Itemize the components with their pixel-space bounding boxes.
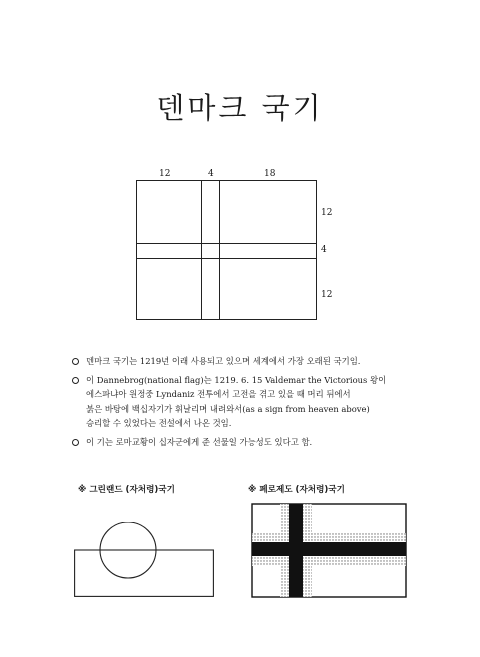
note-item [72,373,417,431]
bullet-circle-icon [72,377,79,384]
dim-width-cross: 4 [208,169,214,179]
flag-cross-center [202,244,219,258]
bullet-circle-icon [72,439,79,446]
flag-cross-horizontal [136,243,317,259]
danish-flag-diagram [136,180,317,320]
dim-height-bottom: 12 [321,290,333,300]
note-line: 이 기는 로마교황이 십자군에게 준 선물일 가능성도 있다고 함. [86,436,313,447]
note-line: 에스파냐아 원정중 Lyndaniz 전투에서 고전을 겪고 있을 때 머리 뒤에서 [86,389,351,400]
note-line: 승리할 수 있었다는 전설에서 나온 것임. [86,418,232,429]
note-line: 덴마크 국기는 1219년 이래 사용되고 있으며 세계에서 가장 오래된 국기임. [86,356,361,366]
dim-width-right: 18 [264,169,276,179]
dim-width-left: 12 [159,169,171,179]
dim-height-cross: 4 [321,245,327,255]
note-line: 이 Dannebrog(national flag)는 1219. 6. 15 Valdemar the Victorious 왕이 [86,374,387,385]
faroe-caption: ※ 페로제도 (자처령)국기 [248,485,345,495]
page-title: 덴마크 국기 [156,91,324,125]
note-item [72,435,417,450]
note-item [72,354,417,369]
greenland-flag-diagram [74,522,214,597]
dim-height-top: 12 [321,208,333,218]
notes-list [72,354,417,454]
bullet-circle-icon [72,358,79,365]
greenland-caption: ※ 그린랜드 (자처령)국기 [78,485,175,495]
note-line: 붉은 바탕에 백십자기가 휘날리며 내려와서(as a sign from heaven above) [86,403,370,414]
faroe-flag-diagram [251,503,407,598]
